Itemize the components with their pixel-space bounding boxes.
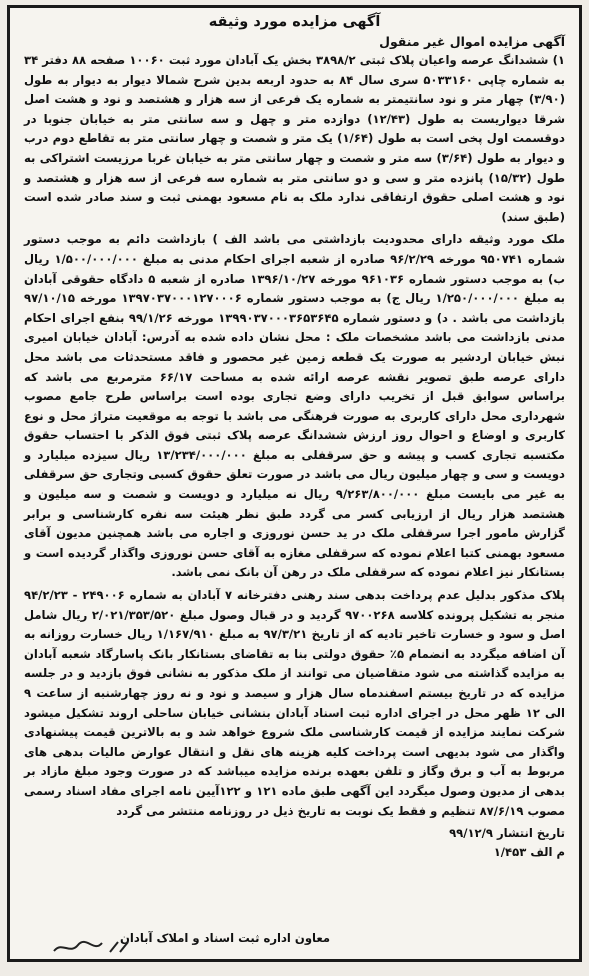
notice-title: آگهی مزایده مورد وثیقه [208, 14, 381, 30]
signature-line: معاون اداره ثبت اسناد و املاک آبادان [120, 931, 331, 945]
publish-date: تاریخ انتشار ۹۹/۱۲/۹ [449, 826, 565, 841]
auction-terms-paragraph: پلاک مذکور بدلیل عدم پرداخت بدهی سند رهنی دفترخانه ۷ آبادان به شماره ۲۴۹۰۰۶ - ۹۴/۲/۲۳ منجر به تشکیل پرونده کلاسه ۹۷۰۰۲۶۸ گردید و در قبال وصول مبلغ ۲/۰۲۱/۳۵۳/۵۲۰ ریال شامل اصل و سود و خسارت تاخیر تادیه که از تاریخ ۹۷/۳/۲۱ به مبلغ ۱/۱۶۷/۹۱۰ ریال خسارت روزانه به آن اضافه میگردد به انضمام ۵٪ حقوق دولتی بنا به تقاضای بستانکار بانک پاسارگاد شعبه آبادان به مزایده گذاشته می شود متقاضیان می توانند از ملک مذکور به نشانی فوق بازدید و در جلسه مزایده که در تاریخ بیستم اسفندماه سال هزار و سیصد و نود و نه روز چهارشنبه از ساعت ۹ الی ۱۲ ظهر محل در اجرای اداره ثبت اسناد آبادان بنشانی خیابان ساحلی اروند تشکیل میشود شرکت نمایند مزایده از قیمت کارشناسی ملک شروع خواهد شد و به بالاترین قیمت پیشنهادی واگذار می شود بدیهی است پرداخت کلیه هزینه های نقل و انتقال عوارض مالیات بدهی های مربوط به آب و برق وگاز و تلفن بعهده برنده مزایده میباشد که در صورت وجود مبلغ مازاد بر بدهی از مدیون وصول میگردد این آگهی طبق ماده ۱۲۱ و ۱۲۲آیین نامه اجرای مفاد اسناد رسمی مصوب ۸۷/۶/۱۹ تنظیم و فقط یک نوبت به تاریخ ذیل در روزنامه منتشر می گردد [24, 588, 566, 818]
handwritten-mark-icon [50, 937, 140, 957]
notice-clipping [7, 5, 582, 962]
property-description-paragraph: ۱) ششدانگ عرصه واعیان پلاک ثبتی ۳۸۹۸/۲ بخش یک آبادان مورد ثبت ۱۰۰۶۰ صفحه ۸۸ دفتر ۳۴ به شماره چاپی ۵۰۳۳۱۶۰ سری سال ۸۴ به حدود اربعه بدین شرح شمالا دیوار به دیوار به طول (۳/۹۰) چهار متر و نود سانتیمتر به شماره یک فرعی از سه هزار و هشتصد و نود و هشت اصل شرقا دیواریست به طول (۱۲/۴۳) دوازده متر و چهل و سه سانتی متر به خیابان جنوبا در دوقسمت اول پخی است به طول (۱/۶۴) یک متر و شصت و چهار سانتی متر به تقاطع دوم درب و دیوار به طول (۳/۶۴) سه متر و شصت و چهار سانتی متر به خیابان غربا مرزیست اشتراکی به طول (۱۵/۳۲) پانزده متر و سی و دو سانتی متر به شماره سه فرعی از سه هزار و هشتصد و نود و هشت اصلی حقوق ارتفاقی ندارد ملک به نام مسعود بهمنی ثبت و سند صادر شده است (طبق سند) [24, 53, 566, 224]
notice-subtitle: آگهی مزایده اموال غیر منقول [379, 34, 565, 49]
seizure-details-paragraph: ملک مورد وثیقه دارای محدودیت بازداشتی می باشد الف ) بازداشت دائم به موجب دستور شماره ۹۵۰۷۴۱ مورخه ۹۶/۲/۲۹ صادره از شعبه اجرای احکام مدنی به مبلغ ۱/۵۰۰/۰۰۰/۰۰۰ ریال ب) به موجب دستور شماره ۹۶۱۰۳۶ مورخه ۱۳۹۶/۱۰/۲۷ صادره از شعبه ۵ دادگاه حقوقی آبادان به مبلغ ۱/۲۵۰/۰۰۰/۰۰۰ ریال ج) به موجب دستور شماره ۱۳۹۷۰۳۷۰۰۰۱۲۷۰۰۰۶ مورخه ۹۷/۱۰/۱۵ بازداشت می باشد . د) و دستور شماره ۱۳۹۹۰۳۷۰۰۰۳۶۵۳۶۴۵ مورخه ۹۹/۱/۲۶ بنفع اجرای احکام مدنی بازداشت می باشد مشخصات ملک : محل نشان داده شده به آدرس: آبادان خیابان امیری نبش خیابان اردشیر به صورت یک قطعه زمین غیر محصور و فاقد مستحدثات می باشد محل دارای عرصه طبق تصویر نقشه عرصه ارائه شده به مساحت ۶۶/۱۷ مترمربع می باشد که براساس سوابق قبل از تخریب دارای وضع تجاری بوده است براساس طرح جامع مصوب شهرداری محل دارای کاربری به صورت فرهنگی می باشد با توجه به موقعیت متراژ محل و نوع کاربری و اوضاع و احوال روز ارزش ششدانگ عرصه پلاک ثبتی فوق الذکر با احتساب حقوق مکتسبه تجاری کسب و پیشه و حق سرقفلی به مبلغ ۱۳/۲۳۴/۰۰۰/۰۰۰ ریال سیزده میلیارد و دویست و سی و چهار میلیون ریال می باشد در صورت تعلق حقوق کسبی وتجاری حق سرقفلی به غیر می بایست مبلغ ۹/۲۶۳/۸۰۰/۰۰۰ ریال نه میلیارد و دویست و شصت و سه میلیون و هشتصد هزار ریال از ارزیابی کسر می گردد طبق نظر هیئت سه نفره کارشناسی و برابر گزارش مامور اجرا سرقفلی ملک در ید حسن نوروزی و اجاره می باشد همچنین مدیون آقای مسعود بهمنی کتبا اعلام نموده که سرقفلی مغازه به آقای حسن نوروزی واگذار گردیده است و بستانکار نیز اعلام نموده که سرقفلی ملک در رهن آن بانک نمی باشد. [24, 232, 565, 580]
reference-code: م الف ۱/۴۵۳ [493, 845, 565, 860]
